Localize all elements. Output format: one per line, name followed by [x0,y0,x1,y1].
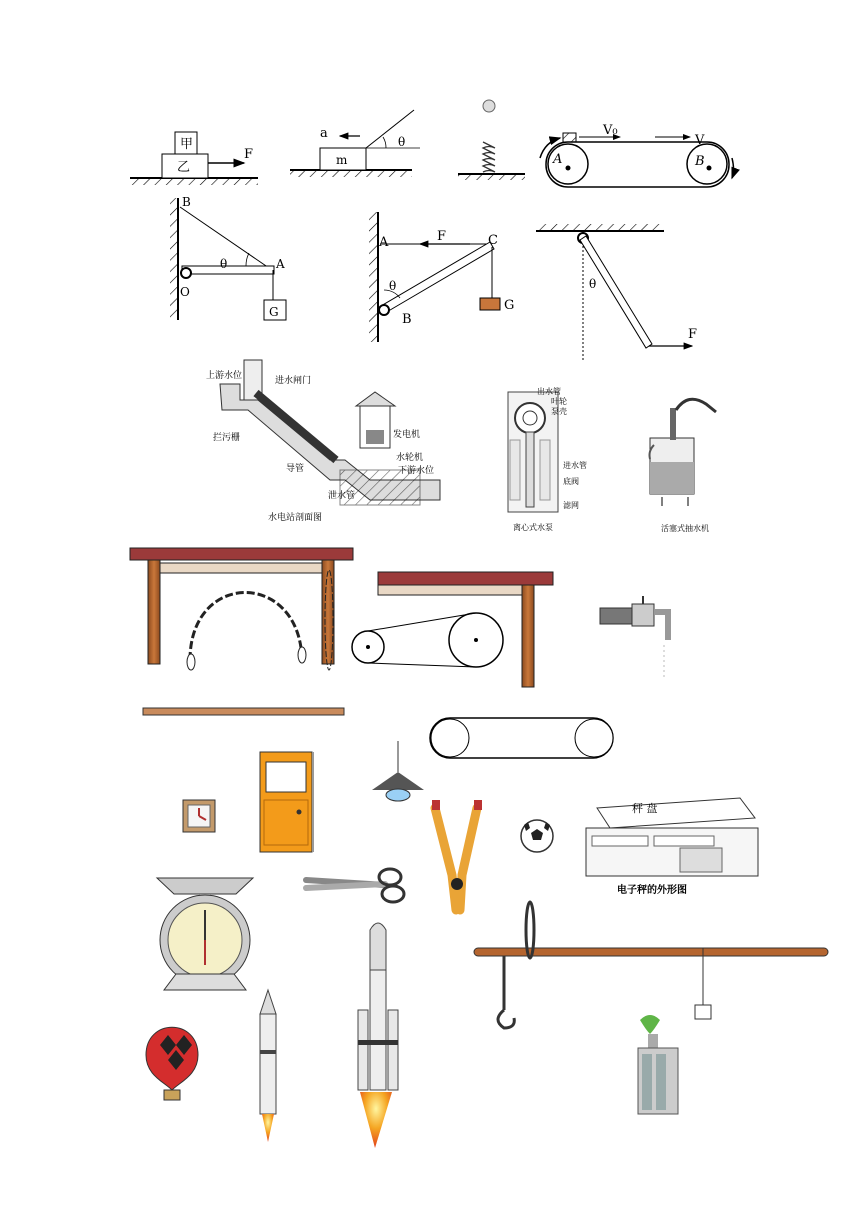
label-outlet: 出水管 [537,387,561,396]
label-v: V [695,133,705,148]
label-g: G [504,298,515,313]
door [260,752,314,852]
label-inlet: 进水管 [563,461,587,470]
piston-pump-caption: 活塞式抽水机 [661,524,709,533]
diagram-hanging-rod [536,224,697,360]
label-a: A [379,235,389,250]
label-scale-pan: 秤 盘 [632,802,658,815]
hanging-lamp [372,741,424,801]
ball [483,100,495,112]
office-building [638,1015,678,1114]
label-m: m [336,153,348,167]
piston-pump-diagram [650,399,717,533]
centrifugal-pump-diagram [508,386,587,532]
belt-loop [430,718,613,758]
pliers [432,800,482,910]
conveyor-block [563,133,576,142]
large-rocket [358,923,398,1148]
label-trash-rack: 拦污栅 [213,433,241,443]
diagram-ball-spring [458,100,525,180]
scale-caption: 电子秤的外形图 [617,885,687,896]
label-f: F [688,327,698,342]
label-b: B [402,312,412,327]
label-pulley-a: A [553,152,563,167]
label-theta: θ [389,279,397,293]
steelyard [474,902,828,1028]
spring [483,142,495,172]
label-impeller: 叶轮 [551,397,567,406]
chain [190,593,302,661]
hydro-caption: 水电站剖面图 [268,513,323,523]
table-with-pulleys [352,572,553,687]
label-pulley-b: B [695,154,705,169]
diagram-conveyor-belt [540,123,734,187]
hydro-station-diagram [206,360,440,523]
diagram-wall-bracket [170,195,286,320]
label-valve: 底阀 [563,477,579,486]
label-force-f: F [244,147,254,162]
pump-caption: 离心式水泵 [513,523,553,532]
wooden-plank [143,708,344,715]
label-a: A [276,257,285,271]
hot-air-balloon [146,1027,198,1100]
faucet [600,596,668,680]
label-upstream: 上游水位 [206,371,243,381]
label-o: O [180,285,190,299]
label-jia: 甲 [180,137,194,152]
label-b: B [182,195,191,209]
small-rocket [260,990,276,1142]
label-f: F [437,229,447,244]
electronic-scale [586,798,758,896]
label-turbine: 水轮机 [396,453,424,463]
wall-clock [183,800,215,832]
diagram-stacked-blocks [130,132,258,185]
label-yi: 乙 [177,160,191,175]
label-gate: 进水闸门 [275,376,312,386]
label-a: a [320,126,328,141]
label-theta: θ [220,257,228,271]
label-g: G [269,305,279,319]
soccer-ball [521,820,553,852]
label-penstock: 导管 [286,464,305,474]
label-v0: V₀ [603,123,618,138]
table-top [130,548,353,560]
dial-scale [157,878,253,990]
diagram-boom-rope [369,212,514,342]
label-casing: 泵壳 [551,407,567,416]
pulley-b [687,144,727,184]
label-downstream: 下游水位 [398,466,435,476]
label-theta: θ [398,135,406,149]
weight-g [480,298,500,310]
diagram-block-angle [290,110,420,177]
label-drain: 泄水管 [328,491,356,501]
table-with-chain [130,548,353,670]
steelyard-weight [695,1005,711,1019]
label-c: C [488,233,498,248]
label-filter: 滤网 [563,501,579,510]
label-generator: 发电机 [393,430,421,440]
scissors [306,869,404,902]
label-theta: θ [589,277,597,291]
